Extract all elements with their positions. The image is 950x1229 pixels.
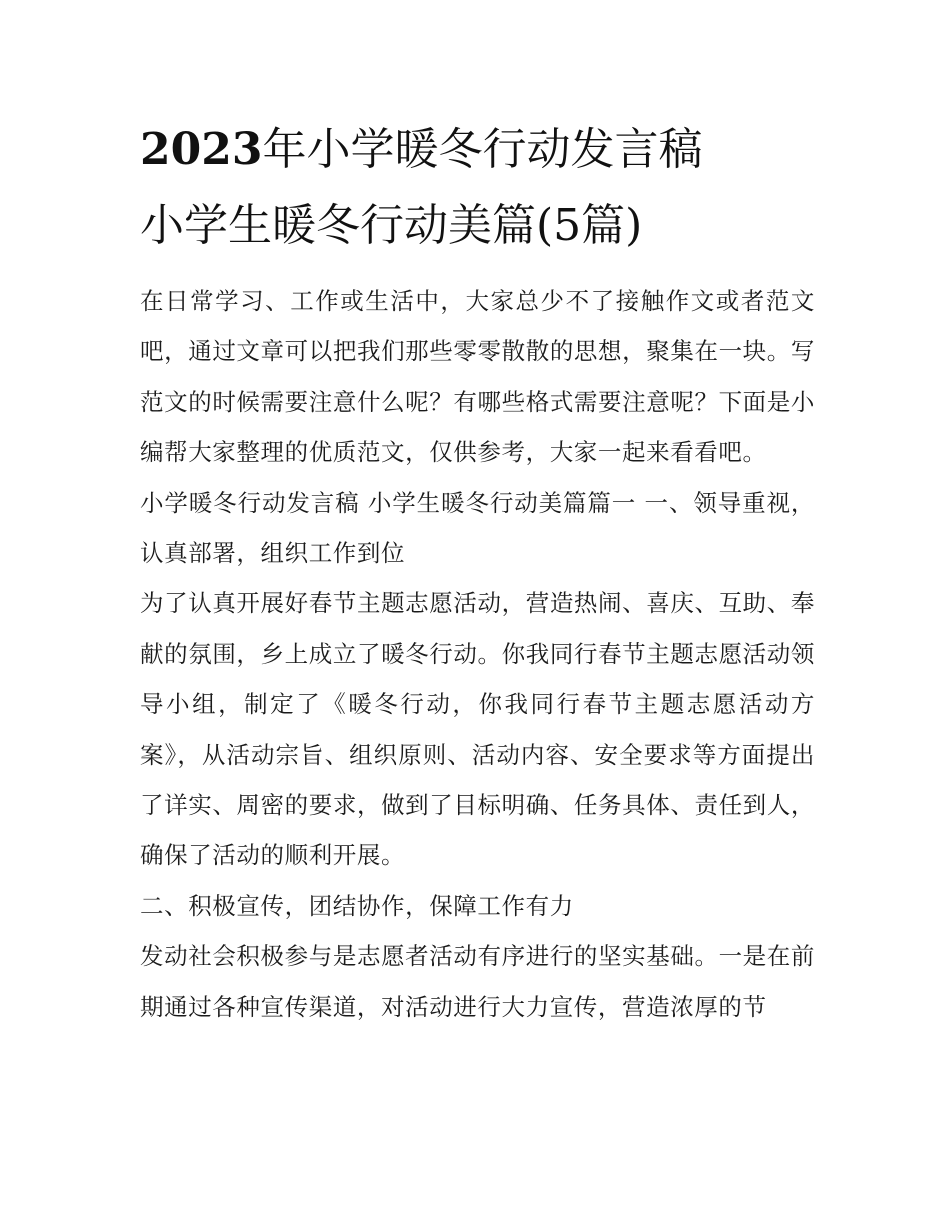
title-line-1-text: 年小学暖冬行动发言稿: [262, 124, 703, 175]
paragraph-heading-2: 二、积极宣传，团结协作，保障工作有力: [140, 891, 574, 920]
title-line-2: 小学生暖冬行动美篇(5篇): [140, 200, 643, 251]
title-year: 2023: [140, 124, 263, 175]
document-body: [140, 276, 815, 1032]
document-title: [140, 112, 840, 264]
paragraph-section-2: 发动社会积极参与是志愿者活动有序进行的坚实基础。一是在前期通过各种宣传渠道，对活动进行大力宣传，营造浓厚的节: [140, 942, 815, 1021]
paragraph-intro: 在日常学习、工作或生活中，大家总少不了接触作文或者范文吧，通过文章可以把我们那些零零散散的思想，聚集在一块。写范文的时候需要注意什么呢？有哪些格式需要注意呢？下面是小编帮大家整理的优质范文，仅供参考，大家一起来看看吧。: [140, 287, 815, 467]
title-line-1: [140, 112, 840, 188]
paragraph-heading-1: 小学暖冬行动发言稿 小学生暖冬行动美篇篇一 一、领导重视，认真部署，组织工作到位: [140, 488, 815, 568]
paragraph-section-1: 为了认真开展好春节主题志愿活动，营造热闹、喜庆、互助、奉献的氛围，乡上成立了暖冬行动。你我同行春节主题志愿活动领导小组，制定了《暖冬行动，你我同行春节主题志愿活动方案》，从活动宗旨、组织原则、活动内容、安全要求等方面提出了详实、周密的要求，做到了目标明确、任务具体、责任到人，确保了活动的顺利开展。: [140, 589, 815, 870]
